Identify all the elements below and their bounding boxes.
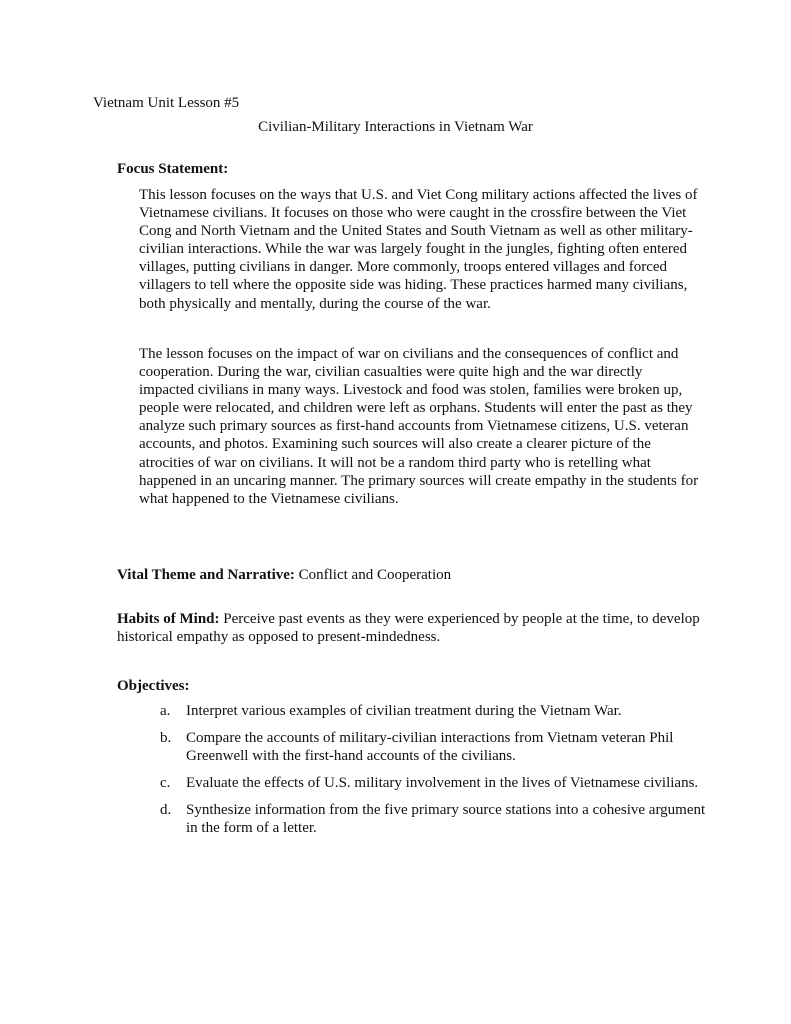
vital-theme-section (117, 566, 717, 584)
habits-of-mind-section (117, 610, 717, 646)
focus-paragraph-1-text: This lesson focuses on the ways that U.S. and Viet Cong military actions affected the lives of Vietnamese civilians. It focuses on those who were caught in the crossfire between the Viet Cong and North Vietnam and the United States and South Vietnam as well as other military-civilian interactions. While the war was largely fought in the jungles, fighting often entered villages, putting civilians in danger. More commonly, troops entered villages and forced villagers to tell where the opposite side was hiding. These practices harmed many civilians, both physically and mentally, during the course of the war. (139, 187, 698, 312)
objective-text: Synthesize information from the five primary source stations into a cohesive argument in the form of a letter. (186, 802, 706, 837)
objective-item (160, 702, 720, 720)
objective-marker: c. (160, 775, 171, 792)
objective-text: Compare the accounts of military-civilian interactions from Vietnam veteran Phil Greenwell with the first-hand accounts of the civilians. (186, 730, 674, 765)
vital-theme-label: Vital Theme and Narrative: (117, 567, 295, 583)
objective-item (160, 801, 720, 837)
objective-marker: d. (160, 802, 172, 819)
objectives-heading: Objectives: (117, 678, 190, 694)
vital-theme-value: Conflict and Cooperation (298, 567, 452, 583)
document-title: Civilian-Military Interactions in Vietnam War (258, 119, 533, 135)
objective-marker: a. (160, 703, 171, 719)
objective-item (160, 774, 720, 792)
habits-of-mind-label: Habits of Mind: (117, 611, 220, 627)
focus-paragraph-2 (139, 345, 699, 508)
lesson-label: Vietnam Unit Lesson #5 (93, 95, 240, 111)
objectives-list (160, 702, 720, 847)
objective-text: Interpret various examples of civilian treatment during the Vietnam War. (186, 703, 622, 719)
focus-paragraph-1 (139, 186, 699, 313)
habits-of-mind-value: Perceive past events as they were experienced by people at the time, to develop historical empathy as opposed to present-mindedness. (117, 611, 700, 646)
objective-item (160, 729, 720, 765)
objective-text: Evaluate the effects of U.S. military involvement in the lives of Vietnamese civilians. (186, 775, 699, 792)
focus-statement-heading: Focus Statement: (117, 161, 229, 177)
objective-marker: b. (160, 730, 172, 747)
focus-paragraph-2-text: The lesson focuses on the impact of war on civilians and the consequences of conflict and cooperation. During the war, civilian casualties were quite high and the war directly impacted civilians in many ways. Livestock and food was stolen, families were broken up, people were relocated, and children were left as orphans. Students will enter the past as they analyze such primary sources as first-hand accounts from Vietnamese citizens, U.S. veteran accounts, and photos. Examining such sources will also create a clearer picture of the atrocities of war on civilians. It will not be a random third party who is retelling what happened in an uncaring manner. The primary sources will create empathy in the students for what happened to the Vietnamese civilians. (139, 346, 699, 507)
